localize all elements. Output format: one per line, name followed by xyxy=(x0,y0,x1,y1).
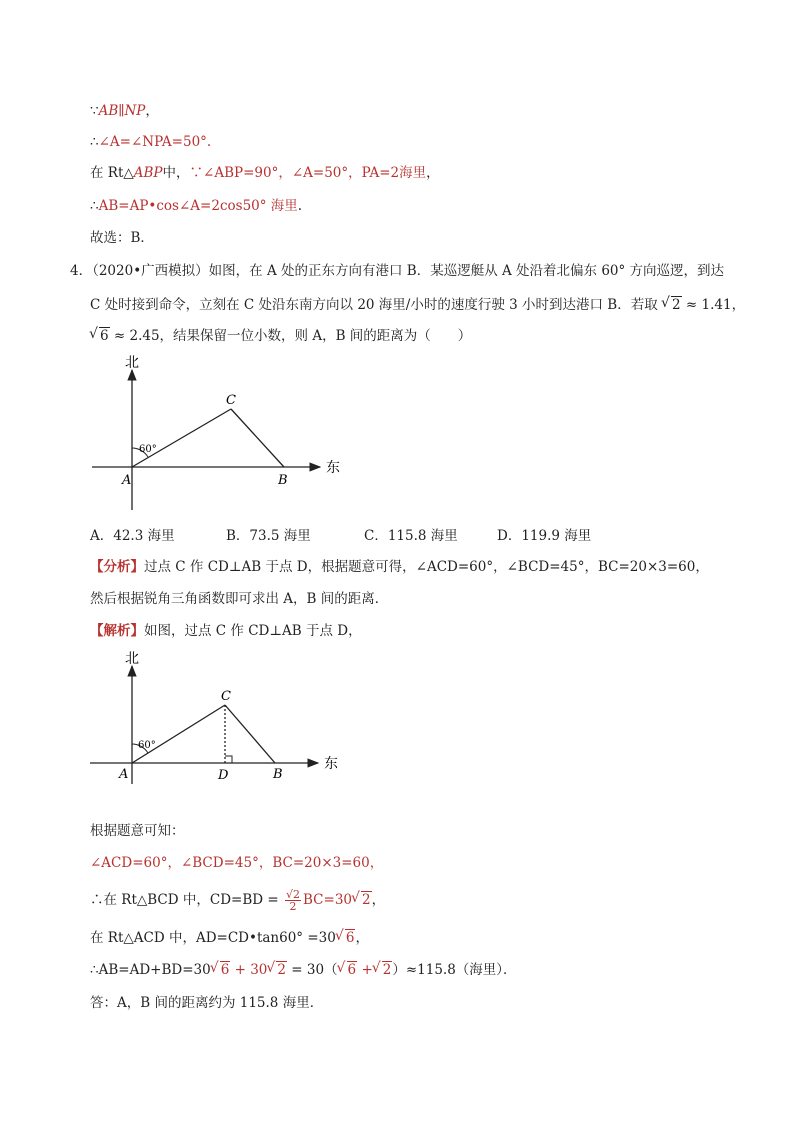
prev-line-1: ∵AB∥NP， xyxy=(90,103,159,119)
solution-tag: 【解析】 xyxy=(90,623,144,639)
prev-line-4: ∴AB=AP•cos∠A=2cos50° 海里. xyxy=(90,198,303,214)
parallel-statement: AB∥NP xyxy=(98,103,146,119)
angle-equality: ∠A=∠NPA=50°. xyxy=(98,134,212,150)
north-label: 北 xyxy=(125,651,139,667)
segment-ac xyxy=(132,409,231,467)
question-4-line-2: C 处时接到命令，立刻在 C 处沿东南方向以 20 海里/小时的速度行驶 3 小时到达港口 B．若取 √ 2 ≈ 1.41， xyxy=(90,295,745,315)
prev-answer: 故选：B． xyxy=(90,230,154,246)
right-angle-mark xyxy=(225,756,232,763)
segment-ac xyxy=(132,705,225,763)
point-b-label: B xyxy=(278,473,288,488)
point-a-label: A xyxy=(119,767,129,782)
point-c-label: C xyxy=(221,689,231,704)
option-c[interactable]: C．115.8 海里 xyxy=(364,528,458,544)
north-label: 北 xyxy=(125,355,139,371)
sqrt2-over-2-fraction: $\frac{√2}{2}$ xyxy=(286,888,301,913)
question-number: 4． xyxy=(70,263,93,279)
solution-line-4: ∴在 Rt△BCD 中，CD=BD = $\frac{√2}{2}$ BC=30√ 2， xyxy=(90,889,385,912)
sqrt2-radical: √ 2 xyxy=(662,295,682,315)
segment-cb xyxy=(231,409,284,467)
angle-label: 60° xyxy=(139,444,157,455)
point-a-label: A xyxy=(122,473,132,488)
solution-line-3: ∠ACD=60°，∠BCD=45°，BC=20×3=60， xyxy=(90,855,384,871)
analysis-tag: 【分析】 xyxy=(90,559,144,575)
prev-line-3: 在 Rt△ABP中，∵∠ABP=90°，∠A=50°，PA=2海里， xyxy=(90,165,440,181)
point-d-label: D xyxy=(218,768,229,783)
segment-cb xyxy=(225,705,275,763)
point-c-label: C xyxy=(226,393,236,408)
option-a[interactable]: A．42.3 海里 xyxy=(90,528,175,544)
ab-result: AB=AP•cos∠A=2cos50° 海里 xyxy=(98,198,298,214)
angle-label: 60° xyxy=(138,740,156,751)
question-4-line-3: √ 6 ≈ 2.45，结果保留一位小数，则 A，B 间的距离为（ ） xyxy=(90,326,471,346)
solution-line-1: 【解析】如图，过点 C 作 CD⊥AB 于点 D， xyxy=(90,623,362,639)
east-label: 东 xyxy=(324,756,338,772)
solution-diagram xyxy=(88,648,348,788)
option-d[interactable]: D．119.9 海里 xyxy=(497,528,592,544)
analysis-line-1: 【分析】过点 C 作 CD⊥AB 于点 D，根据题意可得，∠ACD=60°，∠BCD=45°，BC=20×3=60， xyxy=(90,559,709,575)
east-label: 东 xyxy=(326,460,340,476)
analysis-line-2: 然后根据锐角三角函数即可求出 A，B 间的距离． xyxy=(90,591,389,607)
sqrt6-radical: √ 6 xyxy=(90,326,110,346)
solution-line-6: ∴AB=AD+BD=30√ 6 + 30√ 2 = 30（√ 6 +√ 2）≈115.8（海里）． xyxy=(90,960,517,980)
solution-line-2: 根据题意可知： xyxy=(90,823,185,839)
option-b[interactable]: B．73.5 海里 xyxy=(226,528,311,544)
prev-line-2: ∴∠A=∠NPA=50°. xyxy=(90,134,212,150)
because-symbol: ∵ xyxy=(90,103,99,119)
final-answer: 答：A，B 间的距离约为 115.8 海里． xyxy=(90,995,324,1011)
solution-line-5: 在 Rt△ACD 中，AD=CD•tan60° =30√ 6， xyxy=(90,928,369,948)
question-4-line-1: 4．（2020•广西模拟）如图，在 A 处的正东方向有港口 B．某巡逻艇从 A 处沿着北偏东 60° 方向巡逻，到达 xyxy=(70,263,725,279)
question-diagram xyxy=(88,352,358,514)
point-b-label: B xyxy=(273,767,283,782)
